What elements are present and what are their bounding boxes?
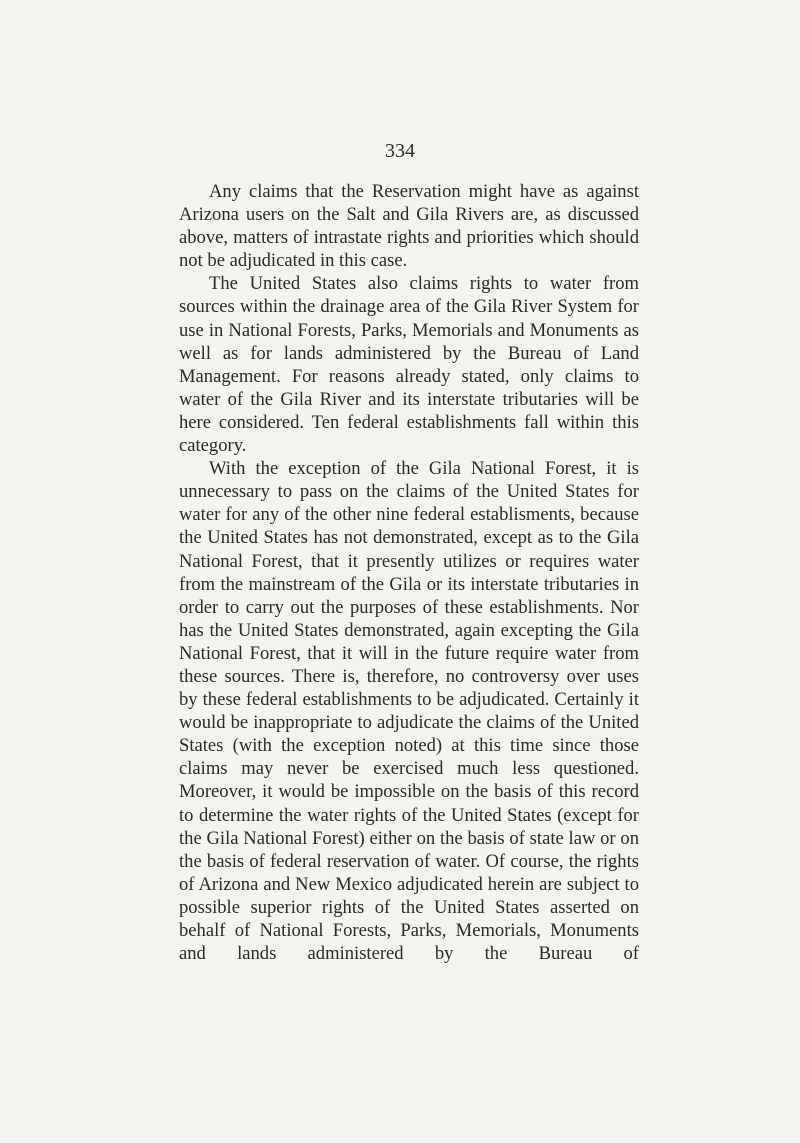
page-number: 334 [385, 140, 415, 162]
paragraph-united-states-claims: The United States also claims rights to water from sources within the drainage area of the Gila River System for use in National Forests, Parks, Memorials and Monuments as well as for lands administered by the Bureau of Land Management. For reasons already stated, only claims to water of the Gila River and its interstate tributaries will be here considered. Ten federal establishments fall within this category. [179, 273, 639, 457]
paragraph-reservation-claims: Any claims that the Reservation might have as against Arizona users on the Salt and Gila Rivers are, as discussed above, matters of intrastate rights and priorities which should not be adjudicated in this case. [179, 181, 639, 272]
body-text [179, 180, 639, 965]
paragraph-gila-national-forest: With the exception of the Gila National Forest, it is unnecessary to pass on the claims of the United States for water for any of the other nine federal establisments, because the United States has not demonstrated, except as to the Gila National Forest, that it presently utilizes or requires water from the mainstream of the Gila or its interstate tributaries in order to carry out the purposes of these establishments. Nor has the United States demonstrated, again excepting the Gila National Forest, that it will in the future require water from these sources. There is, therefore, no controversy over uses by these federal establishments to be adjudicated. Certainly it would be inappropriate to adjudicate the claims of the United States (with the exception noted) at this time since those claims may never be exercised much less questioned. Moreover, it would be impossible on the basis of this record to determine the water rights of the United States (except for the Gila National Forest) either on the basis of state law or on the basis of federal reservation of water. Of course, the rights of Arizona and New Mexico adjudicated herein are subject to possible superior rights of the United States asserted on behalf of National Forests, Parks, Memorials, Monuments and lands administered by the Bureau of [179, 458, 639, 965]
